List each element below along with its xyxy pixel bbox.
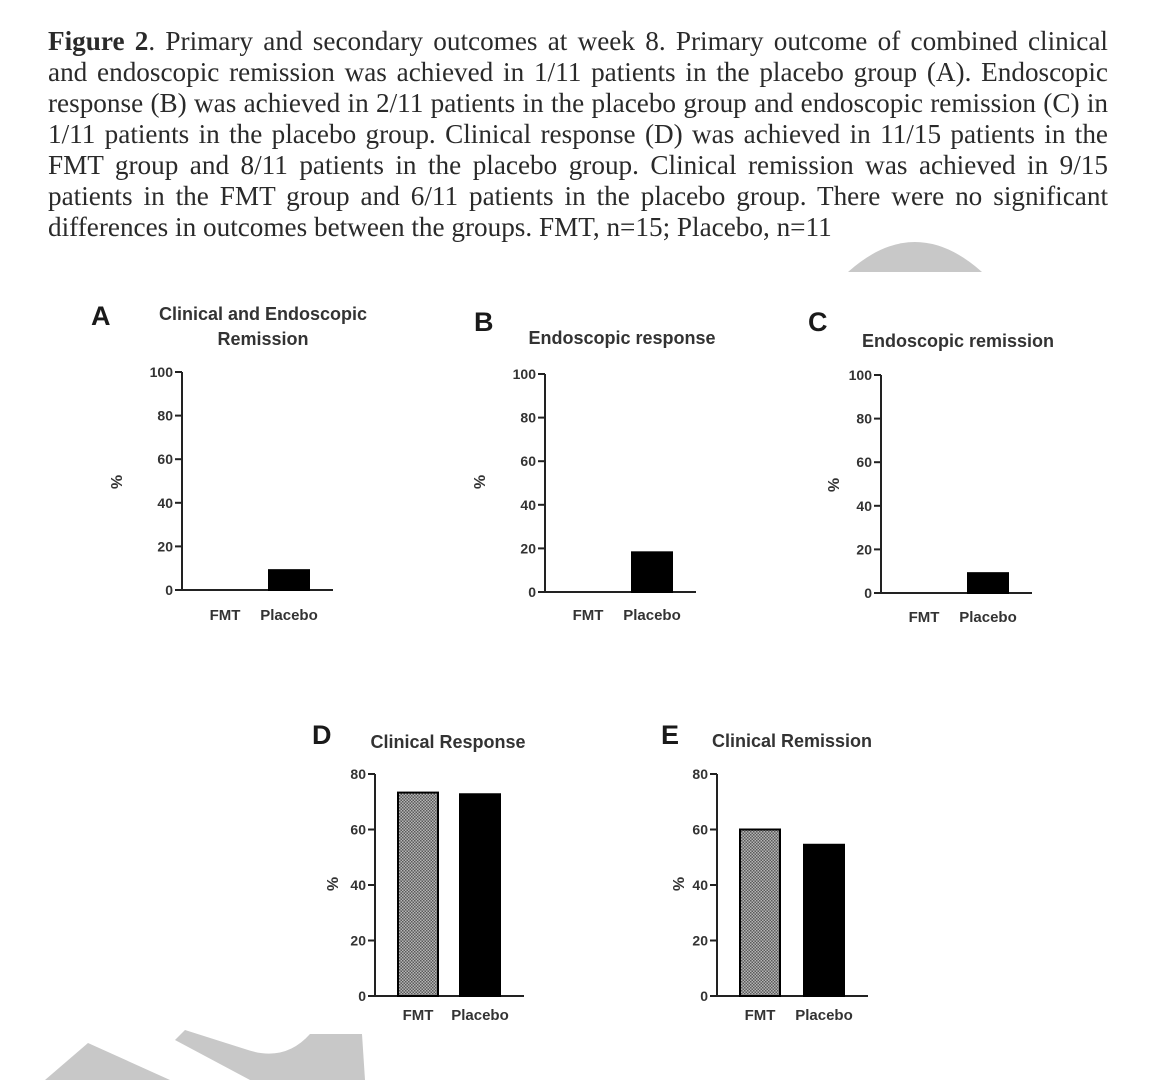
bar-placebo — [968, 573, 1008, 593]
y-tick-label: 0 — [528, 584, 536, 600]
chart-title: Clinical Response — [370, 732, 526, 752]
y-tick-label: 100 — [149, 364, 173, 380]
x-label-fmt: FMT — [908, 609, 940, 626]
bar-placebo — [804, 845, 844, 996]
panel-letter: D — [312, 720, 332, 750]
y-tick-label: 80 — [692, 766, 708, 782]
y-tick-label: 60 — [520, 453, 536, 470]
y-tick-label: 0 — [165, 582, 173, 598]
y-tick-label: 80 — [856, 410, 872, 427]
y-tick-label: 40 — [692, 877, 708, 893]
chart-panel-a — [91, 301, 367, 624]
bar-placebo — [269, 570, 309, 590]
bar-fmt — [398, 793, 438, 996]
y-tick-label: 40 — [157, 494, 173, 511]
x-label-fmt: FMT — [402, 1007, 434, 1024]
y-tick-label: 20 — [157, 538, 173, 555]
y-tick-label: 80 — [350, 766, 366, 782]
panel-letter: B — [474, 307, 494, 337]
x-label-placebo: Placebo — [623, 607, 681, 624]
chart-title: Remission — [217, 329, 309, 349]
bar-fmt — [740, 830, 780, 997]
chart-panel-b — [470, 307, 716, 624]
x-label-placebo: Placebo — [451, 1007, 509, 1024]
x-label-placebo: Placebo — [260, 607, 318, 624]
x-label-fmt: FMT — [572, 607, 604, 624]
panel-letter: C — [808, 307, 828, 337]
y-axis-title: % — [107, 474, 124, 490]
y-tick-label: 40 — [856, 497, 872, 514]
caption-text: . Primary and secondary outcomes at week 8. Primary outcome of combined clinical and endoscopic remission was achieved in 1/11 patients in the placebo group (A). Endoscopic response (B) was achieved in 2/11 patients in the placebo group and endoscopic remission (C) in 1/11 patients in the placebo group. Clinical response (D) was achieved in 11/15 patients in the FMT group and 8/11 patients in the placebo group. Clinical remission was achieved in 9/15 patients in the FMT group and 6/11 patients in the placebo group. There were no significant differences in outcomes between the groups. FMT, n=15; Placebo, n=11 — [48, 26, 1108, 242]
panel-letter: A — [91, 301, 111, 331]
chart-panel-d — [312, 720, 526, 1024]
y-tick-label: 100 — [512, 366, 536, 382]
y-axis-title: % — [824, 477, 841, 493]
x-label-placebo: Placebo — [795, 1007, 853, 1024]
y-axis-title: % — [669, 876, 686, 892]
chart-panel-e — [661, 720, 872, 1024]
bar-placebo — [632, 552, 672, 592]
y-axis-title: % — [323, 876, 340, 892]
y-tick-label: 20 — [350, 932, 366, 949]
chart-title: Endoscopic remission — [861, 331, 1055, 351]
y-tick-label: 20 — [856, 541, 872, 558]
y-tick-label: 40 — [350, 877, 366, 893]
y-tick-label: 0 — [358, 988, 366, 1004]
x-label-placebo: Placebo — [959, 609, 1017, 626]
figure-label: Figure 2 — [48, 26, 149, 56]
y-tick-label: 60 — [692, 821, 708, 838]
y-axis-title: % — [470, 474, 487, 490]
y-tick-label: 20 — [520, 540, 536, 557]
y-tick-label: 60 — [350, 821, 366, 838]
y-tick-label: 20 — [692, 932, 708, 949]
y-tick-label: 60 — [856, 454, 872, 471]
y-tick-label: 80 — [157, 407, 173, 424]
watermark-arc-top — [848, 242, 982, 272]
chart-title: Endoscopic response — [528, 328, 716, 348]
y-tick-label: 80 — [520, 409, 536, 426]
x-label-fmt: FMT — [209, 607, 241, 624]
y-tick-label: 0 — [700, 988, 708, 1004]
y-tick-label: 40 — [520, 496, 536, 513]
watermark-shape-bottom — [175, 1030, 365, 1080]
chart-title: Clinical Remission — [711, 731, 873, 751]
y-tick-label: 0 — [864, 585, 872, 601]
panel-letter: E — [661, 720, 680, 750]
x-label-fmt: FMT — [744, 1007, 776, 1024]
y-tick-label: 100 — [848, 367, 872, 383]
bar-placebo — [460, 794, 500, 996]
chart-panel-c — [808, 307, 1054, 626]
watermark-shape-left — [45, 1043, 170, 1080]
chart-title: Clinical and Endoscopic — [158, 304, 368, 324]
y-tick-label: 60 — [157, 451, 173, 468]
